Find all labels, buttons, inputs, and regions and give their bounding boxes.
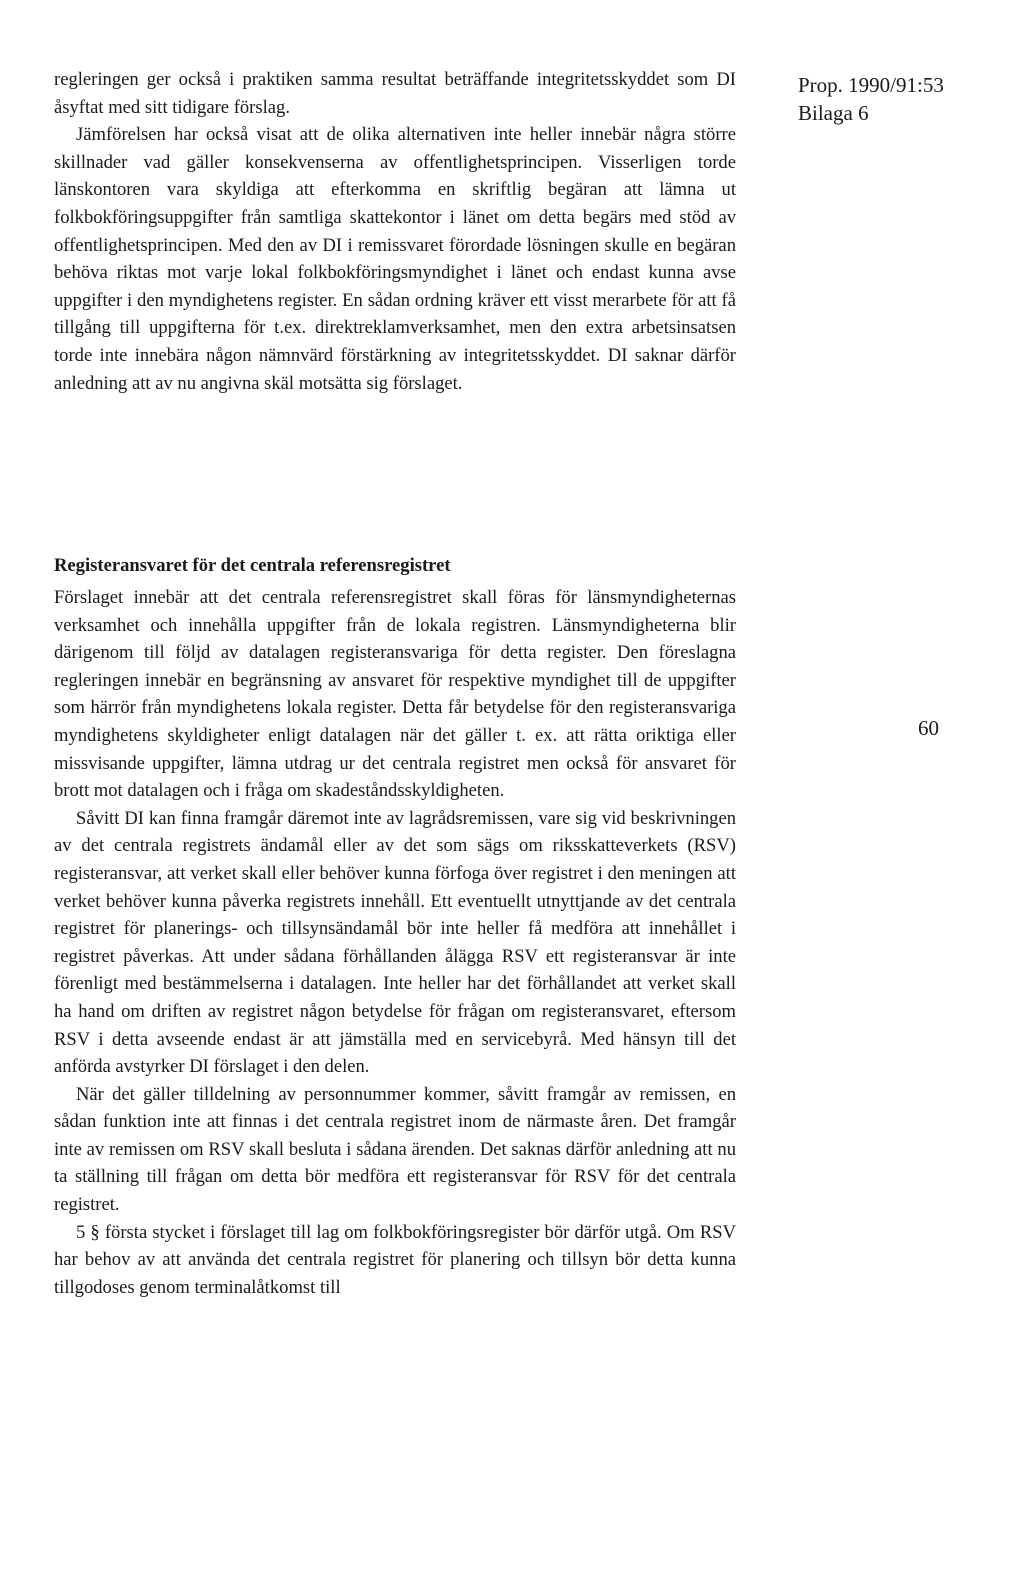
paragraph-continued: regleringen ger också i praktiken samma resultat beträffande integritetsskyddet som DI åsyftat med sitt tidigare förslag. bbox=[54, 69, 736, 118]
paragraph: 5 § första stycket i förslaget till lag om folkbokföringsregister bör därför utgå. Om RSV har behov av att använda det centrala registret för planering och tillsyn bör detta kunna tillgodoses genom terminalåtkomst till bbox=[54, 1221, 736, 1298]
paragraph: Jämförelsen har också visat att de olika alternativen inte heller innebär några större skillnader vad gäller konsekvenserna av offentlighetsprincipen. Visserligen torde länskontoren vara skyldiga att efterkomma en skriftlig begäran att lämna ut folkbokföringsuppgifter från samtliga skattekontor i länet om detta begärs med stöd av offentlighetsprincipen. Med den av DI i remissvaret förordade lösningen skulle en begäran behöva riktas mot varje lokal folkbokföringsmyndighet i länet och endast kunna avse uppgifter i den myndighetens register. En sådan ordning kräver ett visst merarbete för att få tillgång till uppgifterna för t.ex. direktreklamverksamhet, men den extra arbetsinsatsen torde inte innebära någon nämnvärd förstärkning av integritetsskyddet. DI saknar därför anledning att av nu angivna skäl motsätta sig förslaget. bbox=[54, 124, 736, 394]
margin-note bbox=[798, 71, 944, 127]
appendix-label: Bilaga 6 bbox=[798, 101, 869, 125]
paragraph: Förslaget innebär att det centrala referensregistret skall föras för länsmyndigheternas verksamhet och innehålla uppgifter från de lokala registren. Länsmyndigheterna blir därigenom till följd av datalagen registeransvariga för detta register. Den föreslagna regleringen innebär en begränsning av ansvaret för respektive myndighet till de uppgifter som härrör från myndighetens lokala register. Detta får betydelse för den registeransvariga myndighetens skyldigheter enligt datalagen när det gäller t. ex. att rätta oriktiga eller missvisande uppgifter, lämna utdrag ur det centrala registret men också för ansvaret för brott mot datalagen och i fråga om skadeståndsskyldigheten. bbox=[54, 587, 736, 802]
section-heading: Registeransvaret för det centrala referensregistret bbox=[54, 555, 451, 576]
section-1 bbox=[54, 66, 736, 397]
proposition-reference: Prop. 1990/91:53 bbox=[798, 73, 944, 97]
page-number: 60 bbox=[918, 716, 939, 740]
paragraph: Såvitt DI kan finna framgår däremot inte av lagrådsremissen, vare sig vid beskrivningen av det centrala registrets ändamål eller av det som sägs om riksskatteverkets (RSV) registeransvar, att verket skall eller behöver kunna förfoga över registret i den meningen att verket behöver kunna påverka registrets innehåll. Ett eventuellt utnyttjande av det centrala registret för planerings- och tillsynsändamål bör inte heller få medföra att innehållet i registret påverkas. Att under sådana förhållanden ålägga RSV ett registeransvar är inte förenligt med bestämmelserna i datalagen. Inte heller har det förhållandet att verket skall ha hand om driften av registret någon betydelse för frågan om registeransvaret, eftersom RSV i detta avseende endast är att jämställa med en servicebyrå. Med hänsyn till det anförda avstyrker DI förslaget i den delen. bbox=[54, 807, 736, 1078]
main-text-column bbox=[54, 66, 736, 1298]
paragraph: När det gäller tilldelning av personnummer kommer, såvitt framgår av remissen, en sådan funktion inte att finnas i det centrala registret inom de närmaste åren. Det framgår inte av remissen om RSV skall besluta i sådana ärenden. Det saknas därför anledning att nu ta ställning till frågan om detta bör medföra ett registeransvar för RSV för det centrala registret. bbox=[54, 1083, 736, 1216]
section-2 bbox=[54, 584, 736, 1301]
